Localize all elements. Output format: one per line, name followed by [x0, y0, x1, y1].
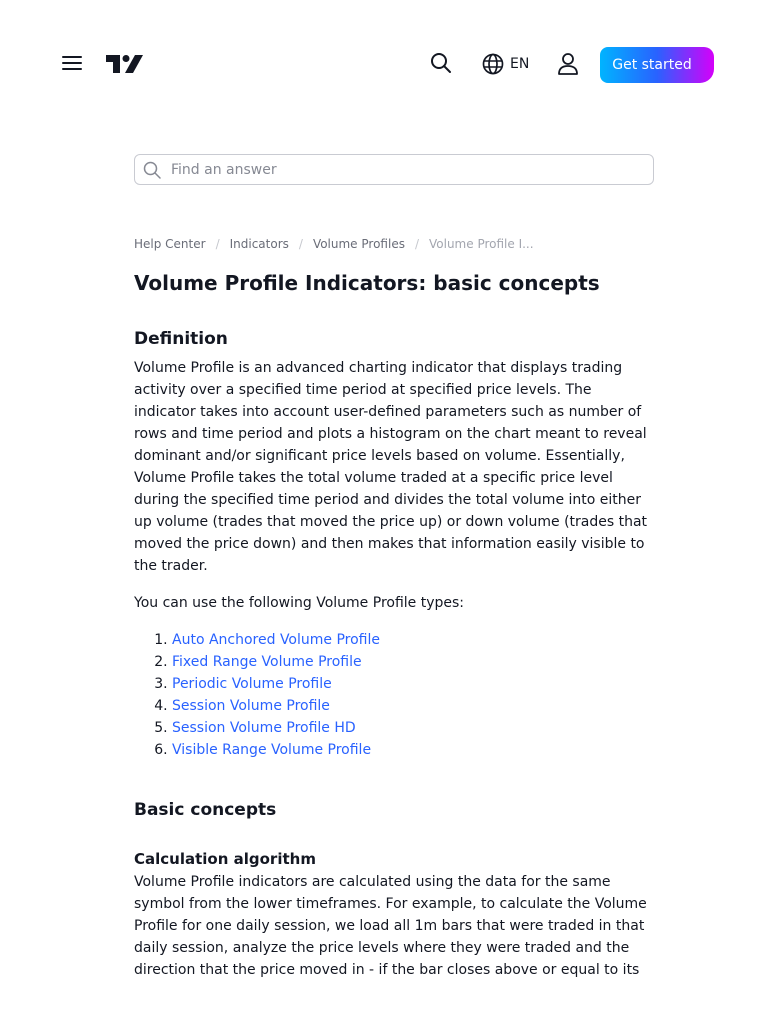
types-intro: You can use the following Volume Profile types: [134, 595, 465, 611]
breadcrumb-indicators[interactable]: Indicators [229, 237, 289, 251]
profile-types-list [134, 629, 654, 761]
page-title: Volume Profile Indicators: basic concepts [134, 271, 600, 295]
language-label: EN [510, 56, 530, 72]
link-fixed-range-volume-profile[interactable]: Fixed Range Volume Profile [172, 654, 362, 670]
search-icon [143, 161, 161, 179]
link-session-volume-profile[interactable]: Session Volume Profile [172, 698, 330, 714]
link-periodic-volume-profile[interactable]: Periodic Volume Profile [172, 676, 332, 692]
help-search[interactable] [134, 154, 654, 185]
list-item [172, 717, 654, 739]
user-icon[interactable] [557, 52, 579, 76]
list-item [172, 739, 654, 761]
breadcrumb-separator: / [414, 237, 419, 251]
tradingview-logo[interactable] [106, 53, 144, 75]
search-icon[interactable] [430, 52, 452, 74]
breadcrumb-current: Volume Profile I... [429, 237, 534, 251]
breadcrumb [134, 237, 534, 251]
search-input[interactable] [169, 161, 633, 179]
breadcrumb-separator: / [298, 237, 303, 251]
site-header [0, 0, 768, 128]
list-item [172, 695, 654, 717]
globe-icon [482, 53, 504, 75]
menu-icon[interactable] [62, 56, 82, 72]
list-item [172, 651, 654, 673]
calculation-text: Volume Profile indicators are calculated using the data for the same symbol from the lower timeframes. For example, to calculate the Volume Profile for one daily session, we load all 1m bars that were traded in that daily session, analyze the price levels where they were traded and the direction that the price moved in - if the bar closes above or equal to its [134, 874, 647, 978]
definition-heading: Definition [134, 329, 228, 349]
breadcrumb-separator: / [215, 237, 220, 251]
link-session-volume-profile-hd[interactable]: Session Volume Profile HD [172, 720, 356, 736]
basic-concepts-heading: Basic concepts [134, 800, 277, 820]
get-started-button[interactable]: Get started [600, 47, 714, 83]
list-item [172, 673, 654, 695]
list-item [172, 629, 654, 651]
article [134, 267, 654, 981]
breadcrumb-volume-profiles[interactable]: Volume Profiles [312, 237, 405, 251]
language-selector[interactable] [482, 52, 529, 76]
calculation-heading: Calculation algorithm [134, 850, 316, 868]
breadcrumb-help-center[interactable]: Help Center [134, 237, 206, 251]
link-visible-range-volume-profile[interactable]: Visible Range Volume Profile [172, 742, 372, 758]
link-auto-anchored-volume-profile[interactable]: Auto Anchored Volume Profile [172, 632, 380, 648]
definition-text: Volume Profile is an advanced charting indicator that displays trading activity over a specified time period at specified price levels. The indicator takes into account user-defined parameters such as number of rows and time period and plots a histogram on the chart meant to reveal dominant and/or significant price levels based on volume. Essentially, Volume Profile takes the total volume traded at a specific price level during the specified time period and divides the total volume into either up volume (trades that moved the price up) or down volume (trades that moved the price down) and then makes that information easily visible to the trader. [134, 360, 648, 574]
